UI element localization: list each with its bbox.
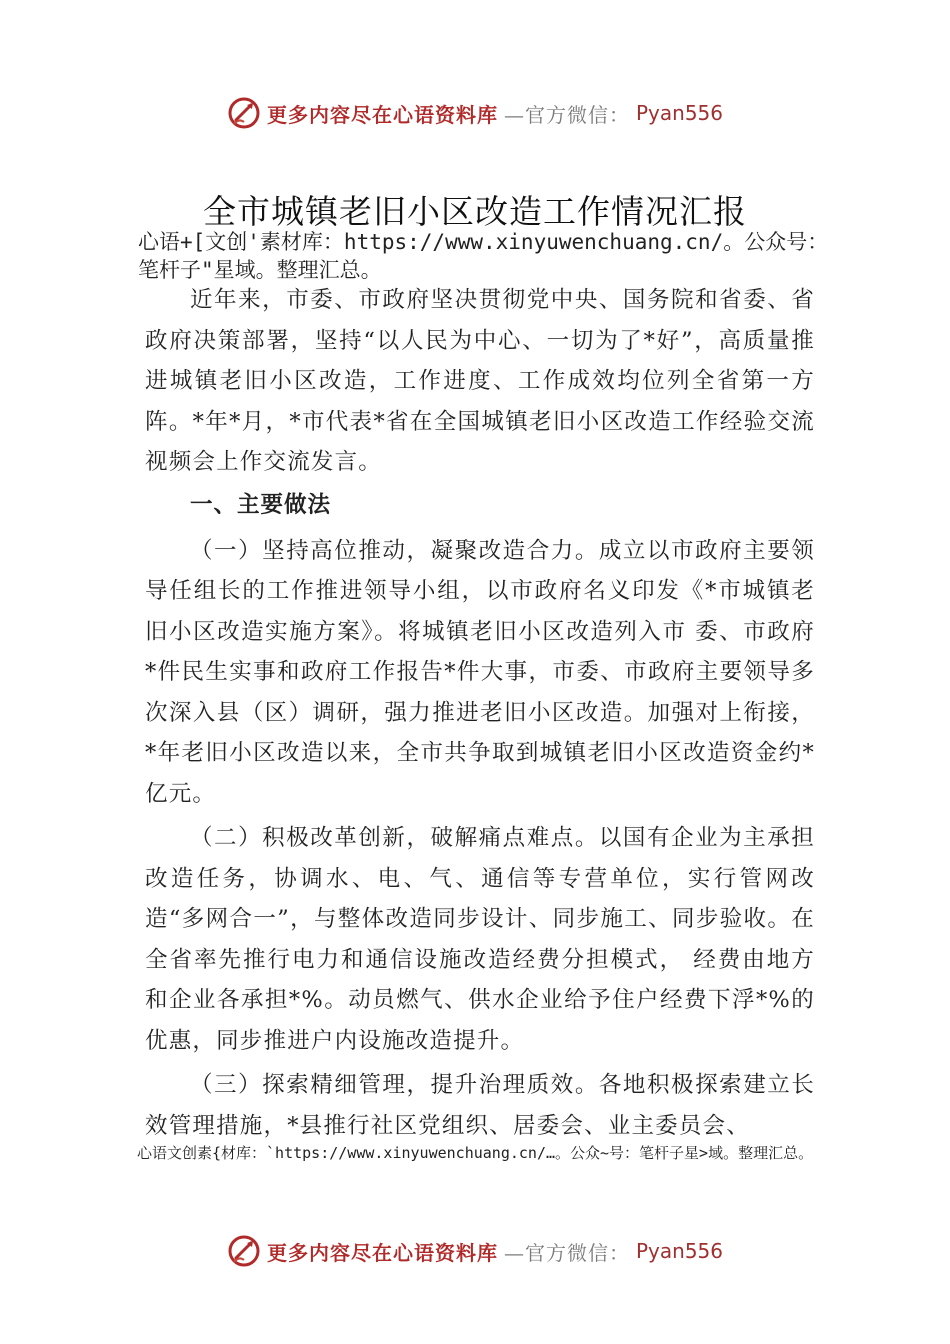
source-line: 心语+[文创'素材库：https://www.xinyuwenchuang.cn/。公众号：笔杆子"星域。整理汇总。 [138, 230, 829, 282]
banner-wechat-label: —官方微信： [503, 102, 630, 127]
banner-wechat-id: Pyan556 [635, 101, 723, 125]
paragraph-3: （三）探索精细管理，提升治理质效。各地积极探索建立长效管理措施，*县推行社区党组织、居委会、业主委员会、 [145, 1072, 815, 1139]
brand-logo-icon [227, 1234, 261, 1268]
bottom-banner [0, 1234, 950, 1268]
document-title: 全市城镇老旧小区改造工作情况汇报 [203, 192, 747, 231]
intro-paragraph: 近年来，市委、市政府坚决贯彻党中央、国务院和省委、省政府决策部署，坚持“以人民为中心、一切为了*好”，高质量推进城镇老旧小区改造，工作进度、工作成效均位列全省第一方阵。*年*月，*市代表*省在全国城镇老旧小区改造工作经验交流视频会上作交流发言。 [145, 287, 815, 475]
banner-wechat-id: Pyan556 [635, 1239, 723, 1263]
banner-wechat-label: —官方微信： [503, 1240, 630, 1265]
document-body [145, 280, 815, 1146]
footer-source-note: 心语文创素{材库：`https://www.xinyuwenchuang.cn/…。公众~号：笔杆子星>域。整理汇总。 [137, 1144, 814, 1162]
brand-logo-icon [227, 96, 261, 130]
top-banner [0, 96, 950, 130]
banner-slogan: 更多内容尽在心语资料库 [266, 102, 498, 127]
paragraph-1: （一）坚持高位推动，凝聚改造合力。成立以市政府主要领导任组长的工作推进领导小组，以市政府名义印发《*市城镇老旧小区改造实施方案》。将城镇老旧小区改造列入市 委、市政府*件民生实事和政府工作报告*件大事，市委、市政府主要领导多次深入县（区）调研，强力推进老旧小区改造。加强对上衔接，*年老旧小区改造以来，全市共争取到城镇老旧小区改造资金约*亿元。 [145, 537, 815, 807]
paragraph-2: （二）积极改革创新，破解痛点难点。以国有企业为主承担改造任务，协调水、电、气、通信等专营单位，实行管网改造“多网合一”，与整体改造同步设计、同步施工、同步验收。在全省率先推行电力和通信设施改造经费分担模式， 经费由地方和企业各承担*%。动员燃气、供水企业给予住户经费下浮*%的优惠，同步推进户内设施改造提升。 [145, 825, 815, 1054]
banner-slogan: 更多内容尽在心语资料库 [266, 1240, 498, 1265]
section-heading: 一、主要做法 [190, 491, 332, 518]
